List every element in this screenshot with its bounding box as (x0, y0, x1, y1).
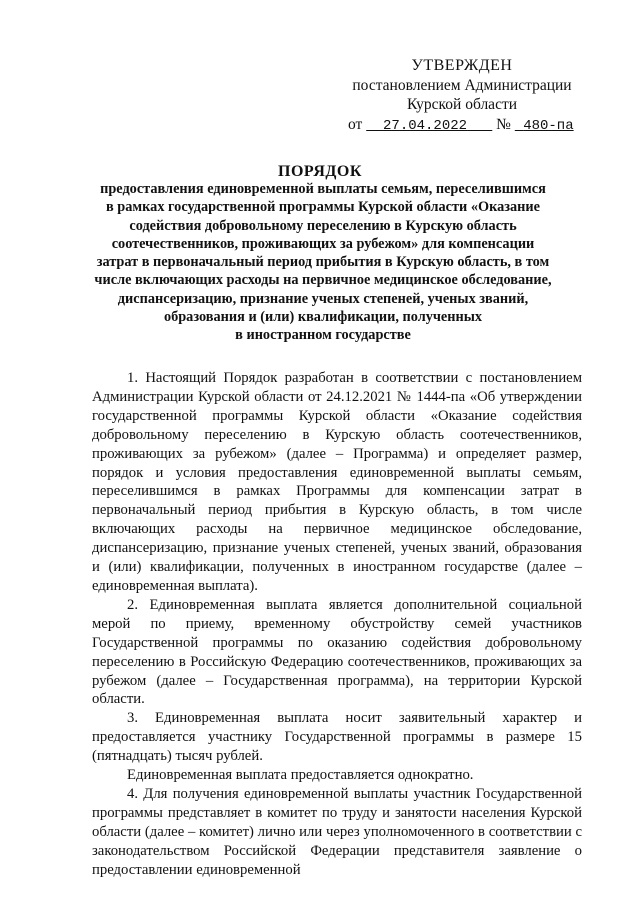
approval-stamp (342, 56, 582, 136)
paragraph-3-note: Единовременная выплата предоставляется однократно. (127, 767, 474, 784)
subtitle-line: соотечественников, проживающих за рубежом» для компенсации (111, 235, 535, 252)
document-body (92, 369, 582, 879)
date-prefix: от (348, 115, 363, 133)
paragraph-4: 4. Для получения единовременной выплаты участник Государственной программы представляет в комитет по труду и занятости населения Курской области (далее – комитет) лично или через уполномоченного в соответствии с законодательством Российской Федерации представителя заявление о предоставлении единовременной (92, 785, 582, 878)
subtitle-line: содействия добровольному переселению в Курскую область (129, 217, 517, 234)
subtitle-line: диспансеризацию, признание ученых степеней, ученых званий, (117, 290, 529, 307)
approval-date: 27.04.2022 (383, 117, 468, 134)
document-subtitle (88, 180, 558, 345)
subtitle-line: затрат в первоначальный период прибытия в Курскую область, в том (96, 254, 550, 271)
approval-heading: УТВЕРЖДЕН (411, 57, 513, 74)
subtitle-line: в иностранном государстве (235, 327, 411, 344)
subtitle-line: числе включающих расходы на первичное медицинское обследование, (94, 272, 552, 289)
approval-line-1: постановлением Администрации (352, 76, 572, 94)
approval-line-2: Курской области (406, 96, 518, 113)
approval-number: 480-па (523, 117, 574, 134)
number-prefix: № (496, 115, 511, 133)
approval-date-line (342, 115, 582, 137)
document-title: ПОРЯДОК (278, 163, 362, 180)
subtitle-line: в рамках государственной программы Курской области «Оказание (106, 199, 540, 216)
paragraph-2: 2. Единовременная выплата является дополнительной социальной мерой по приему, временному обустройству семей участников Государственной программы по оказанию содействия добровольному переселению в Российскую Федерацию соотечественников, проживающих за рубежом (далее – Государственная программа), на территории Курской области. (92, 596, 582, 708)
paragraph-3: 3. Единовременная выплата носит заявительный характер и предоставляется участнику Государственной программы в размере 15 (пятнадцать) тысяч рублей. (92, 710, 582, 765)
paragraph-1: 1. Настоящий Порядок разработан в соответствии с постановлением Администрации Курской области от 24.12.2021 № 1444-па «Об утверждении государственной программы Курской области «Оказание содействия добровольному переселению в Курскую область соотечественников, проживающих за рубежом» (далее – Программа) и определяет размер, порядок и условия предоставления единовременной выплаты семьям, переселившимся в рамках Программы для компенсации затрат в первоначальный период прибытия в Курскую область, в том числе включающих расходы на первичное медицинское обследование, диспансеризацию, признание ученых степеней, ученых званий, образования и (или) квалификации, полученных в иностранном государстве (далее – единовременная выплата). (92, 370, 582, 594)
subtitle-line: образования и (или) квалификации, полученных (163, 309, 483, 326)
subtitle-line: предоставления единовременной выплаты семьям, переселившимся (100, 181, 546, 197)
